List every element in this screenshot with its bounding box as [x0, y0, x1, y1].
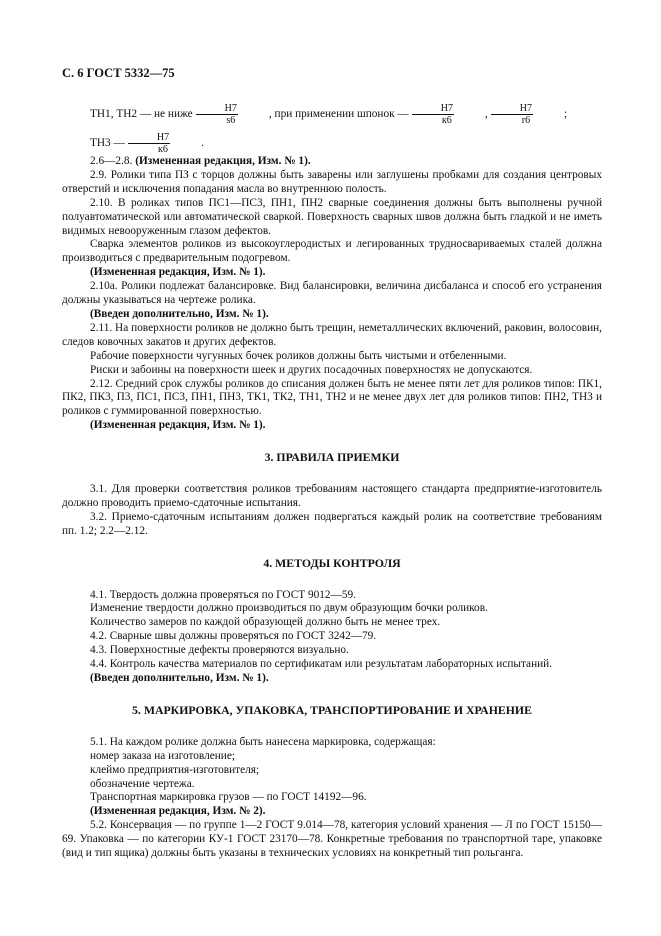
paragraph-2-10a: 2.10а. Ролики подлежат балансировке. Вид балансировки, величина дисбаланса и способ его устранения должны указываться на чертеже ролика. [62, 280, 602, 307]
formula-1-mid: , при применении шпонок — [268, 107, 409, 120]
formula-line-1 [62, 103, 602, 126]
paragraph-5-1-item: клеймо предприятия-изготовителя; [90, 763, 260, 776]
paragraph-4-3: 4.3. Поверхностные дефекты проверяются визуально. [90, 644, 349, 657]
paragraph-2-6-2-8: 2.6—2.8. (Измененная редакция, Изм. № 1). [90, 155, 311, 167]
page-header: С. 6 ГОСТ 5332—75 [62, 66, 175, 80]
paragraph-2-11-surfaces: Рабочие поверхности чугунных бочек роликов должны быть чистыми и отбеленными. [90, 349, 507, 362]
amendment-note: (Введен дополнительно, Изм. № 1). [90, 672, 269, 684]
amendment-note: (Введен дополнительно, Изм. № 1). [90, 307, 269, 320]
paragraph-5-1-item: обозначение чертежа. [90, 777, 195, 790]
fraction-h7-k6-b: $\frac{Н7}{к6}$ [128, 132, 170, 155]
paragraph-3-1: 3.1. Для проверки соответствия роликов требованиям настоящего стандарта предприятие-изготовитель должно проводить приемо-сдаточные испытания. [62, 483, 602, 509]
formula-1-end: ; [564, 107, 568, 120]
paragraph-4-2: 4.2. Сварные швы должны проверяться по ГОСТ 3242—79. [90, 630, 377, 643]
paragraph-4-4: 4.4. Контроль качества материалов по сертификатам или результатам лабораторных испытаний. [90, 658, 553, 671]
document-body [62, 103, 602, 861]
paragraph-3-2: 3.2. Приемо-сдаточным испытаниям должен подвергаться каждый ролик на соответствие требованиям пп. 1.2; 2.2—2.12. [62, 510, 602, 537]
formula-2-end: . [201, 136, 204, 149]
paragraph-4-1-count: Количество замеров по каждой образующей должно быть не менее трех. [90, 616, 441, 629]
fraction-h7-k6: $\frac{Н7}{к6}$ [412, 103, 454, 126]
paragraph-2-10: 2.10. В роликах типов ПС1—ПС3, ПН1, ПН2 сварные соединения должны быть выполнены ручной полуавтоматической или автоматической сваркой. Поверхность сварных швов должна быть гладкой и не иметь видимых невооруженным глазом дефектов. [62, 196, 602, 237]
paragraph-4-1: 4.1. Твердость должна проверяться по ГОСТ 9012—59. [90, 588, 356, 601]
fraction-h7-r6: $\frac{Н7}{r6}$ [491, 103, 533, 126]
formula-1-lead: ТН1, ТН2 — не ниже [90, 107, 193, 120]
amendment-note: (Измененная редакция, Изм. № 1). [90, 266, 266, 279]
section-5-title: 5. МАРКИРОВКА, УПАКОВКА, ТРАНСПОРТИРОВАНИЕ И ХРАНЕНИЕ [132, 702, 532, 717]
paragraph-4-1-hardness: Изменение твердости должно производиться по двум образующим бочки роликов. [90, 602, 488, 615]
paragraph-2-12: 2.12. Средний срок службы роликов до списания должен быть не менее пяти лет для роликов типов: ПК1, ПК2, ПК3, П3, ПС1, ПС3, ПН1, ПН3, ТК1, ТК2, ТН1, ТН2 и не менее двух лет для роликов типов: ПН2, ТН3 и роликов с гуммированной поверхностью. [62, 377, 602, 418]
formula-1-comma: , [484, 107, 488, 120]
paragraph-5-2: 5.2. Консервация — по группе 1—2 ГОСТ 9.014—78, категория условий хранения — Л по ГОСТ 15150—69. Упаковка — по категории КУ-1 ГОСТ 23170—78. Конкретные требования по транспортной таре, упаковке (вид и тип ящика) должны быть указаны в технических условиях на конкретный тип рольганга. [62, 819, 602, 860]
paragraph-5-1-item: номер заказа на изготовление; [90, 749, 235, 762]
amendment-note: (Измененная редакция, Изм. № 1). [90, 419, 266, 432]
amendment-note: (Измененная редакция, Изм. № 2). [90, 805, 266, 818]
paragraph-2-11: 2.11. На поверхности роликов не должно быть трещин, неметаллических включений, раковин, волосовин, следов ковочных закатов и других дефектов. [62, 321, 602, 348]
section-3-title: 3. ПРАВИЛА ПРИЕМКИ [264, 450, 400, 465]
paragraph-2-11-scratches: Риски и забоины на поверхности шеек и других посадочных поверхностях не допускаются. [90, 363, 533, 376]
fraction-h7-s6: $\frac{Н7}{s6}$ [196, 103, 238, 126]
section-4-title: 4. МЕТОДЫ КОНТРОЛЯ [263, 555, 401, 570]
paragraph-2-9: 2.9. Ролики типа ПЗ с торцов должны быть заварены или заглушены пробками для создания центровых отверстий и исключения попадания масла во внутреннюю полость. [62, 168, 602, 195]
paragraph-5-1-transport: Транспортная маркировка грузов — по ГОСТ 14192—96. [90, 791, 367, 804]
formula-line-2 [62, 132, 602, 155]
paragraph-2-10-welding: Сварка элементов роликов из высокоуглеродистых и легированных трудносвариваемых сталей должна производиться с предварительным подогревом. [62, 238, 602, 265]
formula-2-lead: ТН3 — [90, 136, 125, 149]
paragraph-5-1: 5.1. На каждом ролике должна быть нанесена маркировка, содержащая: [90, 735, 436, 748]
